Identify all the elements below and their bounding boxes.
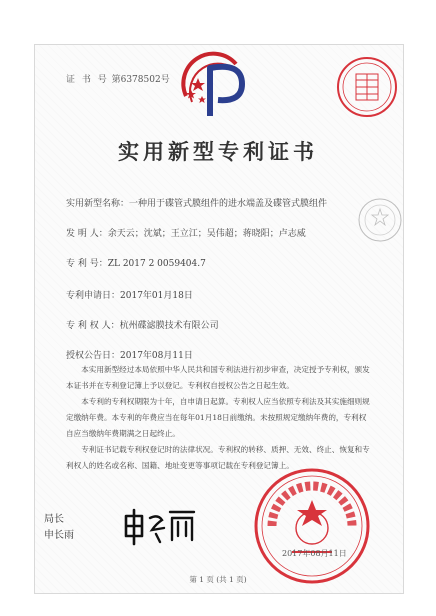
application-date-label: 专利申请日： (66, 291, 121, 301)
certificate-title: 实用新型专利证书 (118, 139, 318, 164)
body-paragraph: 本实用新型经过本局依照中华人民共和国专利法进行初步审查，决定授予专利权，颁发本证书并在专利登记簿上予以登记。专利权自授权公告之日起生效。 (66, 365, 370, 390)
utility-model-name-label: 实用新型名称： (66, 199, 130, 209)
certificate-number-label: 证 书 号 (66, 75, 109, 85)
utility-model-name-value: 一种用于碟管式膜组件的进水端盖及碟管式膜组件 (129, 199, 328, 209)
grant-date-value: 2017年08月11日 (120, 351, 193, 361)
patentee-field (66, 318, 219, 331)
signature-icon (120, 506, 198, 546)
certificate-body (66, 362, 370, 474)
grant-date-field (66, 348, 193, 361)
body-paragraph: 本专利的专利权期限为十年，自申请日起算。专利权人应当依照专利法及其实施细则规定缴纳年费。本专利的年费应当在每年01月18日前缴纳。未按照规定缴纳年费的，专利权自应当缴纳年费期满之日起终止。 (66, 397, 370, 438)
utility-model-name-field (66, 196, 327, 209)
certificate-number-value: 第6378502号 (111, 75, 170, 85)
patent-number-label: 专 利 号： (66, 259, 108, 269)
inventor-label: 发 明 人： (66, 229, 108, 239)
inventor-value: 余天云；沈斌；王立江；吴伟超；蒋晓阳；卢志威 (107, 229, 306, 239)
official-seal-icon (252, 466, 372, 586)
inventor-field (66, 226, 306, 239)
seal-date: 2017年08月11日 (282, 549, 347, 558)
seal-stamp-icon (336, 56, 398, 118)
application-date-field (66, 288, 193, 301)
application-date-value: 2017年01月18日 (120, 291, 193, 301)
officer-title: 局长 (44, 514, 64, 525)
patent-number-value: ZL 2017 2 0059404.7 (107, 259, 206, 269)
patentee-label: 专 利 权 人： (66, 321, 120, 331)
national-emblem-icon (356, 196, 404, 244)
page-footer: 第 1 页 (共 1 页) (189, 575, 247, 584)
patentee-value: 杭州碟滤膜技术有限公司 (119, 321, 219, 331)
officer-name: 申长雨 (44, 530, 74, 541)
patent-number-field (66, 256, 206, 269)
body-paragraph: 专利证书记载专利权登记时的法律状况。专利权的转移、质押、无效、终止、恢复和专利权人的姓名或名称、国籍、地址变更等事项记载在专利登记簿上。 (66, 445, 370, 470)
patent-office-logo-icon (178, 50, 258, 122)
grant-date-label: 授权公告日： (66, 351, 121, 361)
certificate-number (66, 72, 170, 85)
